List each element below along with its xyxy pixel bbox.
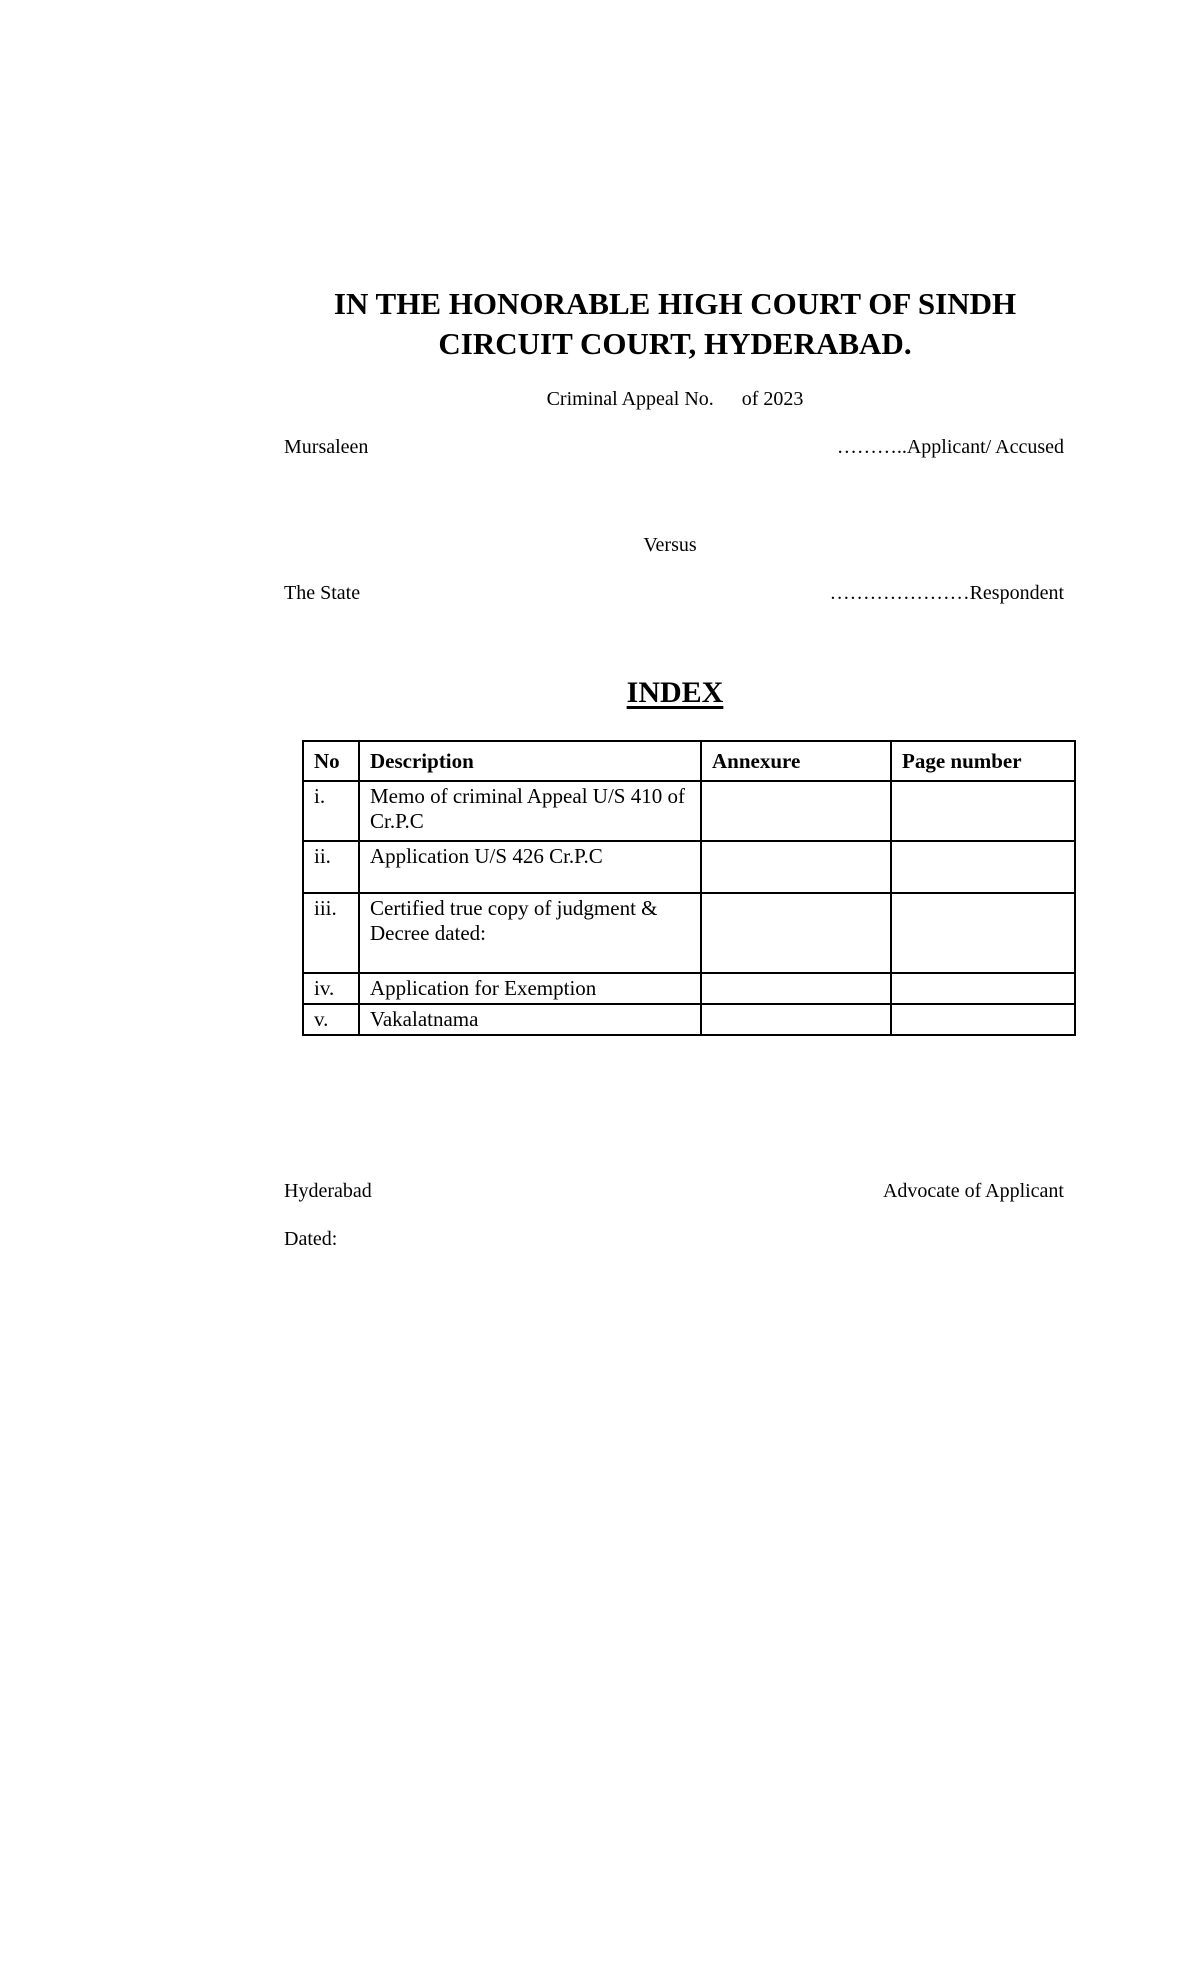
index-heading: INDEX	[626, 676, 724, 709]
row-annexure	[701, 973, 891, 1004]
row-page-number	[891, 893, 1075, 973]
signature-row	[284, 1180, 1064, 1203]
table-row	[303, 1004, 1075, 1035]
table-row	[303, 841, 1075, 893]
column-header-no: No	[303, 741, 359, 781]
applicant-role: ………..Applicant/ Accused	[836, 436, 1064, 458]
row-page-number	[891, 781, 1075, 841]
court-title	[0, 284, 1200, 364]
column-header-description: Description	[359, 741, 701, 781]
table-row	[303, 973, 1075, 1004]
row-description: Application U/S 426 Cr.P.C	[359, 841, 701, 893]
row-description: Vakalatnama	[359, 1004, 701, 1035]
row-annexure	[701, 841, 891, 893]
column-header-annexure: Annexure	[701, 741, 891, 781]
row-annexure	[701, 893, 891, 973]
court-title-line-2: CIRCUIT COURT, HYDERABAD.	[438, 326, 912, 361]
place-label: Hyderabad	[284, 1180, 372, 1202]
row-number: iii.	[303, 893, 359, 973]
row-page-number	[891, 841, 1075, 893]
row-annexure	[701, 781, 891, 841]
row-number: i.	[303, 781, 359, 841]
respondent-name: The State	[284, 582, 361, 604]
dated-label: Dated:	[284, 1228, 338, 1250]
row-annexure	[701, 1004, 891, 1035]
row-page-number	[891, 973, 1075, 1004]
respondent-role: …………………Respondent	[829, 582, 1064, 604]
court-title-line-1: IN THE HONORABLE HIGH COURT OF SINDH	[333, 286, 1017, 321]
index-header-row	[303, 741, 1075, 781]
appeal-label: Criminal Appeal No.	[546, 388, 714, 410]
column-header-page-number: Page number	[891, 741, 1075, 781]
applicant-row	[284, 436, 1064, 459]
row-number: iv.	[303, 973, 359, 1004]
row-description: Memo of criminal Appeal U/S 410 of Cr.P.C	[359, 781, 701, 841]
row-page-number	[891, 1004, 1075, 1035]
respondent-row	[284, 582, 1064, 605]
row-description: Application for Exemption	[359, 973, 701, 1004]
row-number: ii.	[303, 841, 359, 893]
index-table	[302, 740, 1076, 1036]
appeal-number-line	[0, 388, 1200, 411]
versus-label: Versus	[643, 534, 697, 556]
row-number: v.	[303, 1004, 359, 1035]
signatory-label: Advocate of Applicant	[882, 1180, 1064, 1202]
table-row	[303, 893, 1075, 973]
table-row	[303, 781, 1075, 841]
applicant-name: Mursaleen	[284, 436, 369, 458]
appeal-year: of 2023	[741, 388, 804, 410]
row-description: Certified true copy of judgment & Decree dated:	[359, 893, 701, 973]
